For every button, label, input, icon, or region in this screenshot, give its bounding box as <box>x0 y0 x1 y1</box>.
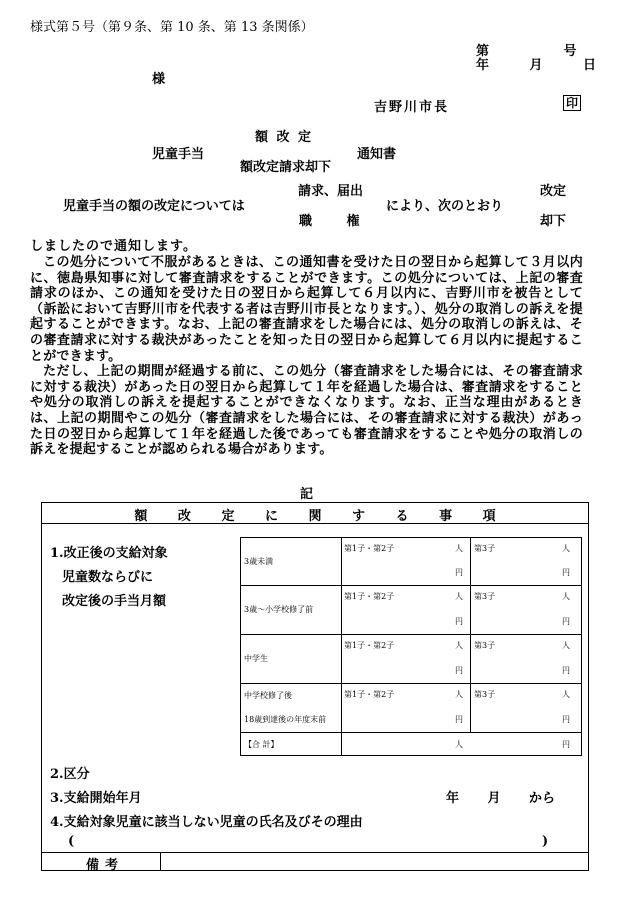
row2-first-count-unit: 人 <box>455 592 463 601</box>
row4-age-label: 中学校修了後 <box>244 691 292 700</box>
row2-first-amount-unit: 円 <box>455 617 463 626</box>
document-number: 第 号 <box>476 44 577 59</box>
total-amount-unit: 円 <box>562 740 570 749</box>
row4-third-amount-unit: 円 <box>562 715 570 724</box>
row2-first-child-label: 第1子・第2子 <box>344 592 395 601</box>
row3-first-count-unit: 人 <box>455 641 463 650</box>
item4-paren-close: ) <box>542 834 549 849</box>
appeal-paragraph-1: この処分について不服があるときは、この通知書を受けた日の翌日から起算して３月以内に、徳島県知事に対して審査請求をすることができます。この処分については、上記の審査請求のほか、この通知を受けた日の翌日から起算して６月以内に、吉野川市を被告として（訴訟において吉野川市を代表する者は吉野川市長となります。）、処分の取消しの訴えを提起することができます。なお、上記の審査請求をした場合には、処分の取消しの訴えは、その審査請求に対する裁決があったことを知った日の翌日から起算して６月以内に提起することができます。 <box>30 255 583 364</box>
item1-label-line1: 1.改正後の支給対象 <box>50 546 168 561</box>
appeal-text <box>30 255 583 458</box>
remarks-label: 備考 <box>86 858 125 873</box>
ki-heading: 記 <box>300 487 314 502</box>
notice-lead: 児童手当の額の改定については <box>63 199 245 214</box>
row2-third-amount-unit: 円 <box>562 617 570 626</box>
total-count-unit: 人 <box>455 740 463 749</box>
row4-third-count-unit: 人 <box>562 690 570 699</box>
notice-option-authority: 職 権 <box>299 214 360 229</box>
row2-third-count-unit: 人 <box>562 592 570 601</box>
notice-middle: により、次のとおり <box>386 199 504 214</box>
item4-label: 4.支給対象児童に該当しない児童の氏名及びその理由 <box>50 815 363 830</box>
item3-value: 年 月 から <box>446 791 556 806</box>
recipient-suffix: 様 <box>152 72 166 87</box>
title-option-rejection: 額改定請求却下 <box>240 160 332 175</box>
title-suffix: 通知書 <box>357 147 397 162</box>
item1-label-line3: 改定後の手当月額 <box>62 594 167 609</box>
row4-first-count-unit: 人 <box>455 690 463 699</box>
notice-option-request: 請求、届出 <box>298 184 364 199</box>
item3-label: 3.支給開始年月 <box>50 791 142 806</box>
item1-label-line2: 児童数ならびに <box>62 570 154 585</box>
row3-age-label: 中学生 <box>244 654 268 663</box>
appeal-paragraph-2: ただし、上記の期間が経過する前に、この処分（審査請求をした場合には、その審査請求に対する裁決）があった日の翌日から起算して１年を経過した場合は、審査請求をすることや処分の取消しの訴えを提起することができなくなります。なお、正当な理由があるときは、上記の期間やこの処分（審査請求をした場合には、その審査請求に対する裁決）があった日の翌日から起算して１年を経過した後であっても審査請求をすることや処分の取消しの訴えを提起することが認められる場合があります。 <box>30 364 583 458</box>
seal-mark: 印 <box>563 95 581 111</box>
table-header: 額 改 定 に 関 す る 事 項 <box>134 509 496 524</box>
row2-age-label: 3歳～小学校修了前 <box>244 605 314 614</box>
row1-third-child-label: 第3子 <box>474 544 496 553</box>
row1-first-count-unit: 人 <box>455 544 463 553</box>
row3-third-count-unit: 人 <box>562 641 570 650</box>
row4-first-child-label: 第1子・第2子 <box>344 690 395 699</box>
notice-result-revision: 改定 <box>540 184 567 199</box>
notice-result-rejection: 却下 <box>540 214 567 229</box>
row1-first-amount-unit: 円 <box>455 568 463 577</box>
item4-paren-open: ( <box>68 834 75 849</box>
title-prefix: 児童手当 <box>152 147 205 162</box>
row3-first-amount-unit: 円 <box>455 666 463 675</box>
row2-third-child-label: 第3子 <box>474 592 496 601</box>
row3-third-amount-unit: 円 <box>562 666 570 675</box>
title-option-revision: 額 改 定 <box>255 130 312 145</box>
issuer-name: 吉野川市長 <box>374 100 450 115</box>
row4-first-amount-unit: 円 <box>455 715 463 724</box>
document-date: 年 月 日 <box>476 58 597 73</box>
item2-label: 2.区分 <box>50 767 90 782</box>
row1-third-count-unit: 人 <box>562 544 570 553</box>
row4-age-sublabel: 18歳到達後の年度末前 <box>244 715 327 724</box>
row1-first-child-label: 第1子・第2子 <box>344 544 395 553</box>
total-label: 【合 計】 <box>244 740 279 749</box>
form-number: 様式第５号（第９条、第 10 条、第 13 条関係） <box>30 20 314 35</box>
notice-closing: しましたので通知します。 <box>30 239 197 254</box>
row3-third-child-label: 第3子 <box>474 641 496 650</box>
row1-third-amount-unit: 円 <box>562 568 570 577</box>
row1-age-label: 3歳未満 <box>244 557 274 566</box>
row3-first-child-label: 第1子・第2子 <box>344 641 395 650</box>
row4-third-child-label: 第3子 <box>474 690 496 699</box>
